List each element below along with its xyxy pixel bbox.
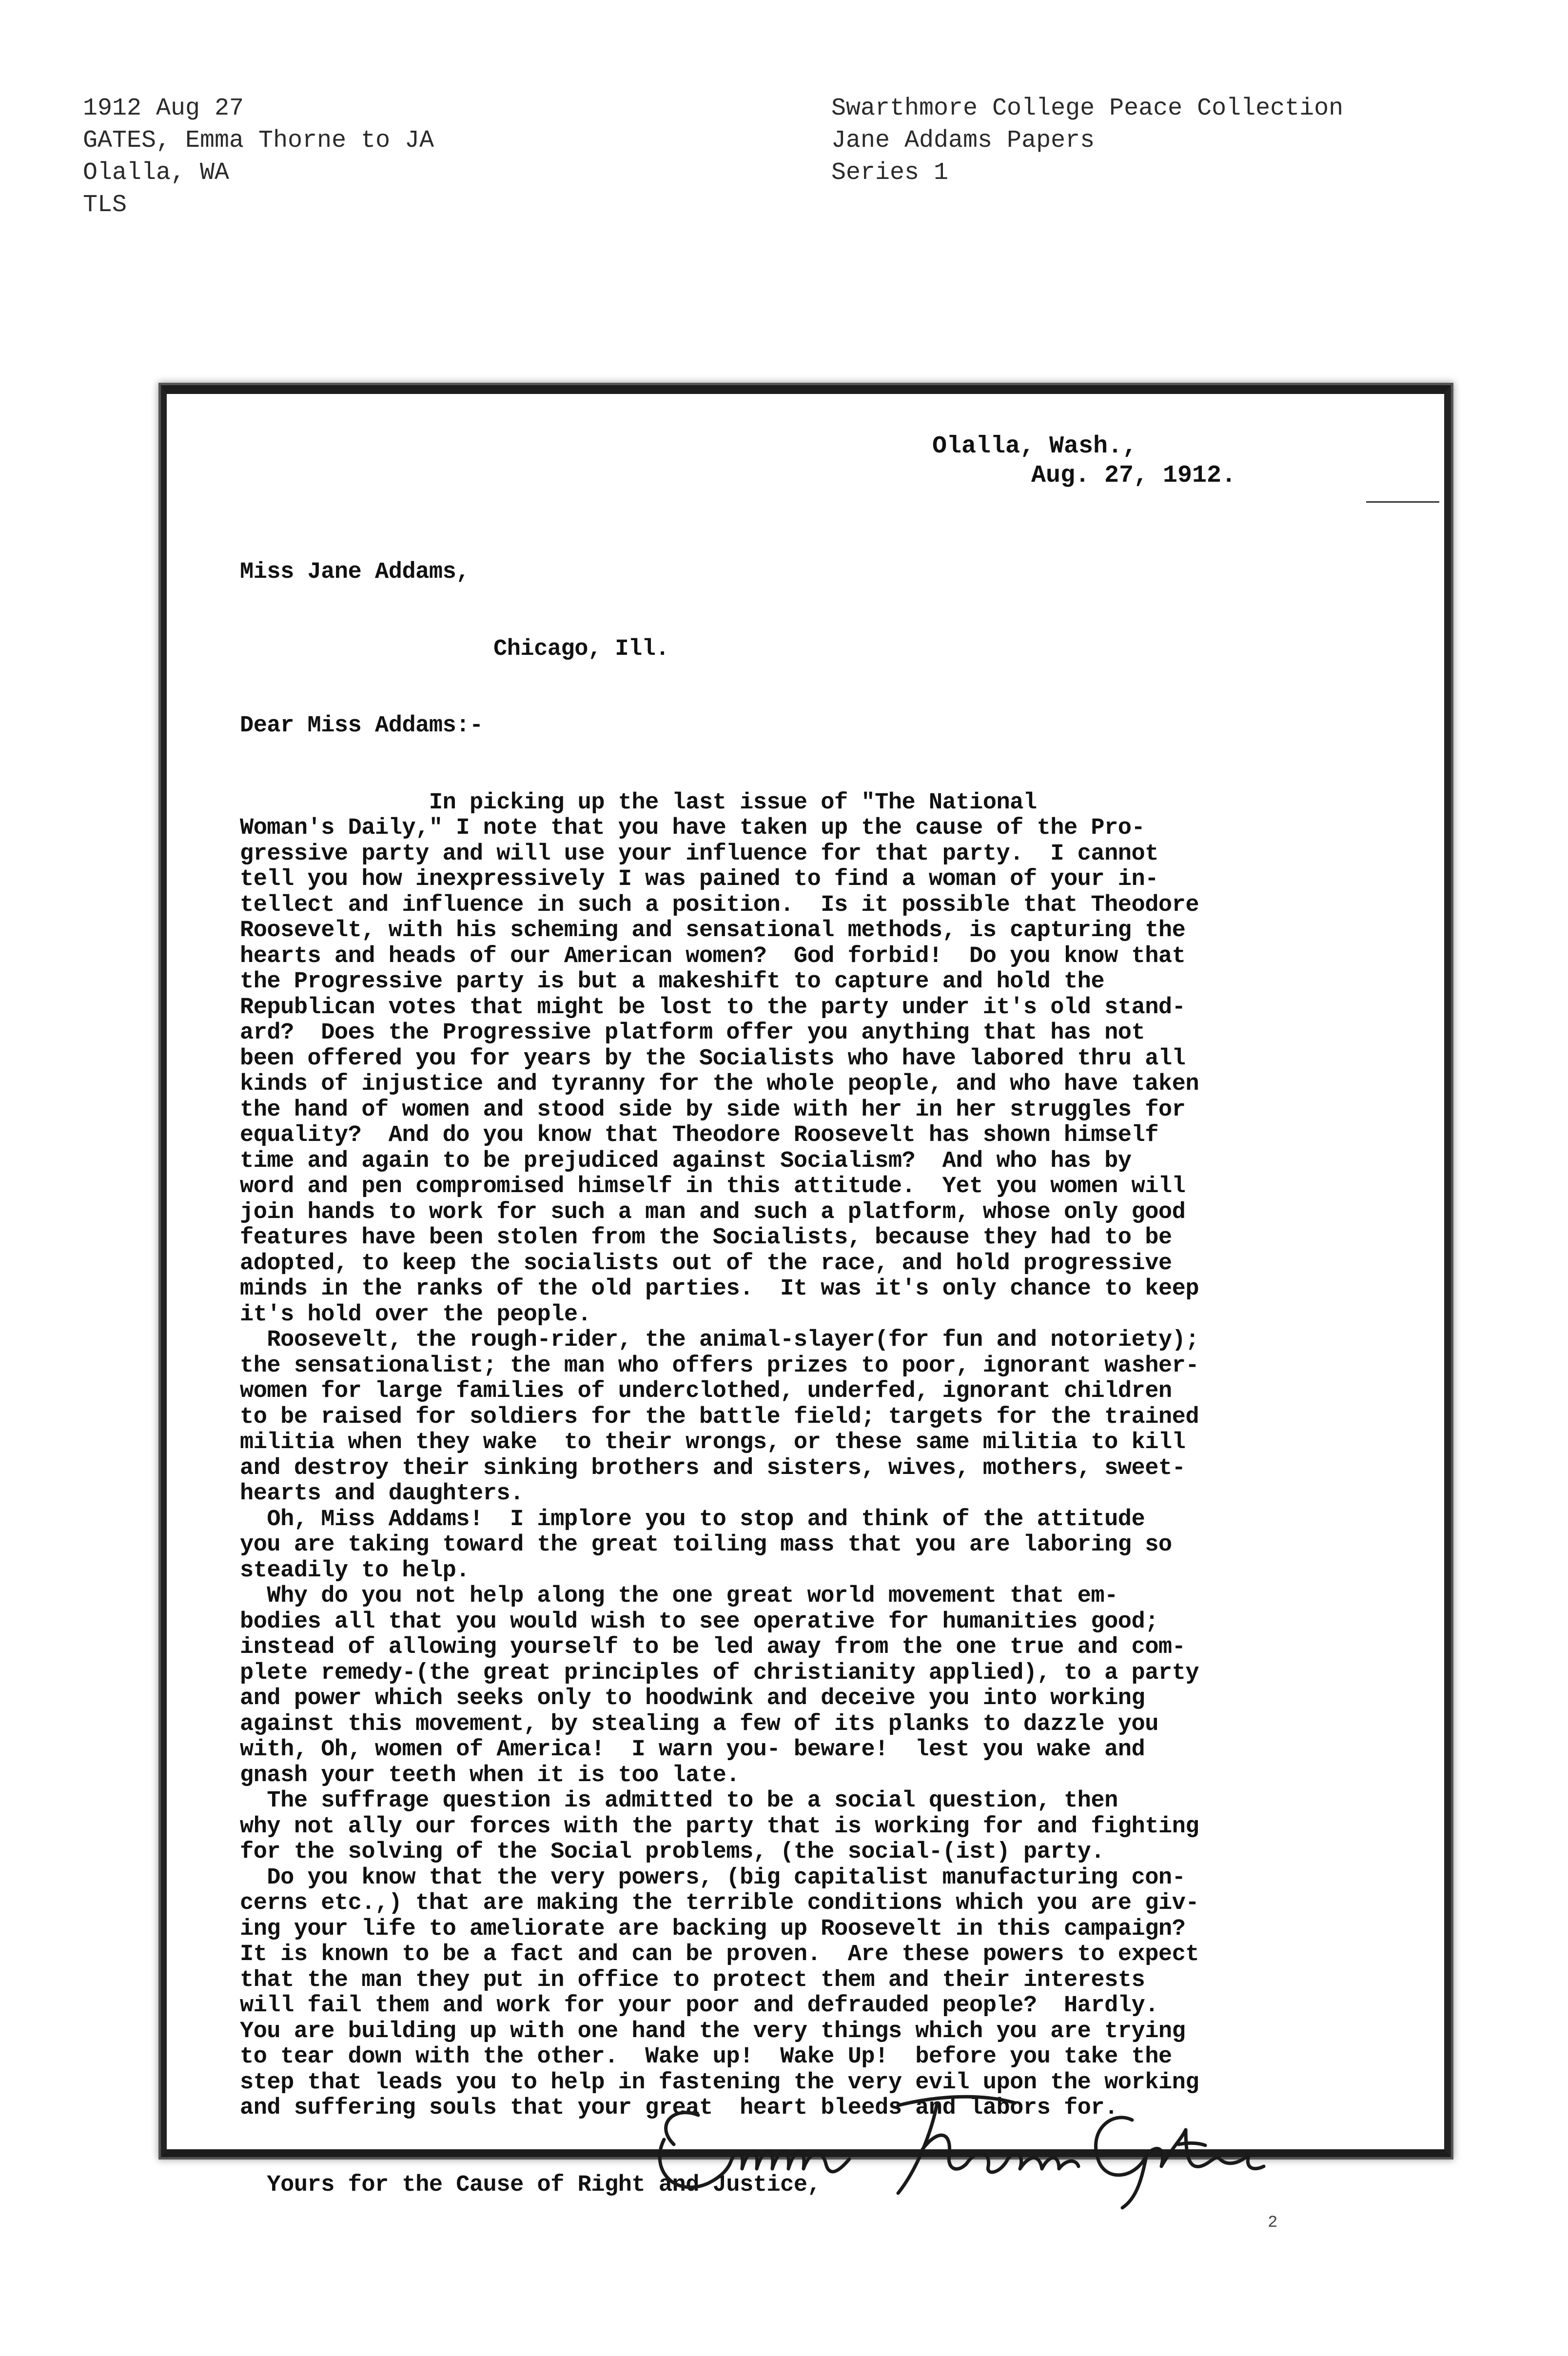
letter-line: Do you know that the very powers, (big capitalist manufacturing con-	[240, 1865, 1186, 1891]
addressee-city: Chicago, Ill.	[493, 636, 669, 662]
letter-line: will fail them and work for your poor and defrauded people? Hardly.	[240, 1993, 1158, 2019]
margin-rule	[1366, 501, 1439, 503]
letter-line: cerns etc.,) that are making the terrible conditions which you are giv-	[240, 1890, 1199, 1916]
letter-line: with, Oh, women of America! I warn you- beware! lest you wake and	[240, 1737, 1145, 1763]
page-mark: 2	[1268, 2214, 1278, 2232]
letter-line: to be raised for soldiers for the battle field; targets for the trained	[240, 1404, 1199, 1430]
letter-line: tellect and influence in such a position. Is it possible that Theodore	[240, 892, 1199, 918]
letter-line: You are building up with one hand the very things which you are trying	[240, 2018, 1186, 2044]
letter-line: hearts and daughters.	[240, 1481, 524, 1507]
collection-series: Series 1	[831, 159, 949, 187]
letter-line: Roosevelt, with his scheming and sensational methods, is capturing the	[240, 918, 1186, 943]
letter-line: Republican votes that might be lost to the party under it's old stand-	[240, 994, 1186, 1021]
letter-line: the sensationalist; the man who offers prizes to poor, ignorant washer-	[240, 1353, 1199, 1379]
citation-correspondents: GATES, Emma Thorne to JA	[83, 127, 434, 155]
letter-line: ing your life to ameliorate are backing up Roosevelt in this campaign?	[240, 1916, 1186, 1942]
handwritten-signature	[645, 2086, 1278, 2213]
letter-line: the hand of women and stood side by side with her in her struggles for	[240, 1097, 1186, 1123]
citation-date: 1912 Aug 27	[83, 95, 244, 122]
letter-line: Woman's Daily," I note that you have taken up the cause of the Pro-	[240, 815, 1145, 841]
letter-line: why not ally our forces with the party that is working for and fighting	[240, 1813, 1199, 1840]
letter-line: been offered you for years by the Socialists who have labored thru all	[240, 1045, 1186, 1072]
citation-document-type: TLS	[83, 191, 127, 219]
letter-line: and power which seeks only to hoodwink and deceive you into working	[240, 1686, 1145, 1711]
letter-line: you are taking toward the great toiling mass that you are laboring so	[240, 1532, 1172, 1558]
letter-line: It is known to be a fact and can be proven. Are these powers to expect	[240, 1942, 1199, 1967]
letter-line: adopted, to keep the socialists out of the race, and hold progressive	[240, 1250, 1172, 1276]
letter-date: Aug. 27, 1912.	[1031, 462, 1236, 490]
citation-location: Olalla, WA	[83, 159, 230, 187]
letter-line: Why do you not help along the one great world movement that em-	[240, 1583, 1118, 1609]
letter-line: hearts and heads of our American women? God forbid! Do you know that	[240, 943, 1186, 969]
archive-citation	[83, 93, 434, 221]
addressee-name: Miss Jane Addams,	[240, 559, 470, 585]
letter-page	[161, 385, 1451, 2198]
letter-line: word and pen compromised himself in this attitude. Yet you women will	[240, 1174, 1186, 1199]
letter-line: time and again to be prejudiced against Socialism? And who has by	[240, 1148, 1132, 1174]
collection-label	[831, 93, 1343, 189]
letter-body-lines	[240, 790, 1361, 2121]
letter-line: join hands to work for such a man and such a platform, whose only good	[240, 1199, 1186, 1225]
letter-line: minds in the ranks of the old parties. It was it's only chance to keep	[240, 1276, 1199, 1302]
letter-line: to tear down with the other. Wake up! Wake Up! before you take the	[240, 2044, 1172, 2070]
letter-line: features have been stolen from the Socialists, because they had to be	[240, 1225, 1172, 1251]
letter-line: the Progressive party is but a makeshift to capture and hold the	[240, 969, 1105, 995]
letter-line: that the man they put in office to protect them and their interests	[240, 1967, 1145, 1993]
collection-name: Swarthmore College Peace Collection	[831, 95, 1344, 122]
letter-line: steadily to help.	[240, 1557, 470, 1584]
letter-line: militia when they wake to their wrongs, or these same militia to kill	[240, 1430, 1186, 1455]
letter-line: and destroy their sinking brothers and sisters, wives, mothers, sweet-	[240, 1455, 1186, 1481]
letter-line: and suffering souls that your great heart bleeds and labors for.	[240, 2095, 1118, 2121]
letter-line: against this movement, by stealing a few of its planks to dazzle you	[240, 1711, 1158, 1737]
letter-line: Roosevelt, the rough-rider, the animal-slayer(for fun and notoriety);	[240, 1327, 1199, 1353]
collection-papers: Jane Addams Papers	[831, 127, 1095, 155]
letter-line: it's hold over the people.	[240, 1301, 591, 1328]
letter-line: equality? And do you know that Theodore Roosevelt has shown himself	[240, 1122, 1158, 1148]
letter-line: ard? Does the Progressive platform offer you anything that has not	[240, 1020, 1145, 1046]
salutation: Dear Miss Addams:-	[240, 713, 483, 739]
letter-line: gressive party and will use your influence for that party. I cannot	[240, 841, 1158, 867]
letter-line: kinds of injustice and tyranny for the whole people, and who have taken	[240, 1071, 1199, 1097]
letter-text	[240, 509, 1361, 2249]
letter-line: gnash your teeth when it is too late.	[240, 1762, 740, 1788]
letter-line: The suffrage question is admitted to be a social question, then	[240, 1788, 1118, 1814]
closing-line: Yours for the Cause of Right and Justice,	[240, 2172, 821, 2198]
letter-line: step that leads you to help in fastening the very evil upon the working	[240, 2069, 1199, 2096]
letter-place: Olalla, Wash.,	[932, 432, 1137, 460]
letter-line: Oh, Miss Addams! I implore you to stop and think of the attitude	[240, 1506, 1145, 1532]
letter-line: plete remedy-(the great principles of christianity applied), to a party	[240, 1660, 1199, 1686]
letter-line: instead of allowing yourself to be led away from the one true and com-	[240, 1634, 1186, 1660]
letter-line: tell you how inexpressively I was pained to find a woman of your in-	[240, 866, 1158, 892]
letter-line: In picking up the last issue of "The National	[240, 789, 1037, 816]
letter-line: women for large families of underclothed, underfed, ignorant children	[240, 1378, 1172, 1404]
letter-line: bodies all that you would wish to see operative for humanities good;	[240, 1609, 1158, 1635]
letter-line: for the solving of the Social problems, (the social-(ist) party.	[240, 1839, 1105, 1865]
